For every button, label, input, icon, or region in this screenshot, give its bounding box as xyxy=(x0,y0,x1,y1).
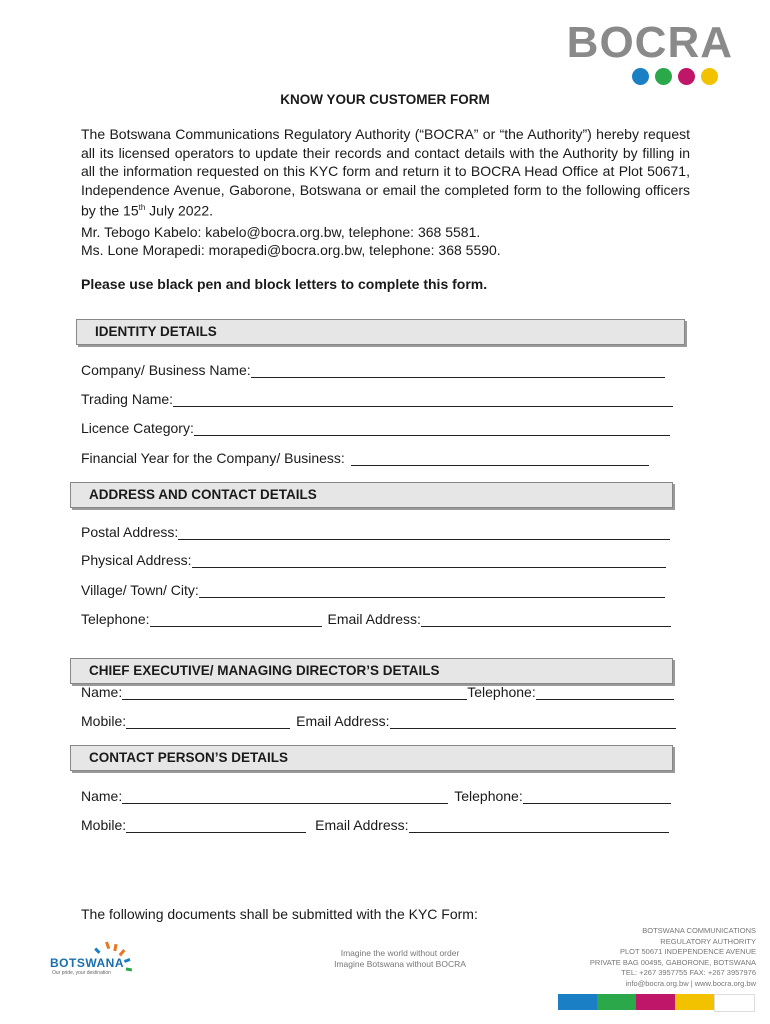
financial-year-row xyxy=(81,450,649,466)
financial-year-label: Financial Year for the Company/ Business: xyxy=(81,450,345,466)
footer-web: info@bocra.org.bw | www.bocra.org.bw xyxy=(625,978,756,988)
village-row xyxy=(81,582,665,598)
botswana-tagline: Our pride, your destination xyxy=(52,970,111,976)
contact-mobile-label: Mobile: xyxy=(81,817,127,833)
address-section-header xyxy=(70,482,673,508)
company-name-label: Company/ Business Name: xyxy=(81,362,251,378)
footer-address xyxy=(590,926,756,989)
ceo-section-header xyxy=(70,658,673,684)
physical-address-row xyxy=(81,552,666,568)
contact-name-field[interactable] xyxy=(122,789,448,804)
ceo-mobile-row xyxy=(81,713,676,729)
logo-dot-yellow xyxy=(701,68,718,85)
email-label: Email Address: xyxy=(327,611,421,627)
email-field[interactable] xyxy=(421,612,671,627)
trading-name-row xyxy=(81,391,673,407)
village-label: Village/ Town/ City: xyxy=(81,582,199,598)
bocra-logo: BOCRA xyxy=(566,18,733,67)
telephone-label: Telephone: xyxy=(81,611,150,627)
documents-note: The following documents shall be submitted with the KYC Form: xyxy=(81,906,478,922)
logo-dot-blue xyxy=(632,68,649,85)
slogan-line-1: Imagine the world without order xyxy=(340,948,460,958)
bar-segment-blue xyxy=(558,994,597,1010)
botswana-brand-logo xyxy=(48,940,158,985)
company-name-field[interactable] xyxy=(251,363,665,378)
contact-telephone-label: Telephone: xyxy=(454,788,523,804)
contact-name-row xyxy=(81,788,671,804)
postal-address-label: Postal Address: xyxy=(81,524,179,540)
form-title: KNOW YOUR CUSTOMER FORM xyxy=(280,92,490,107)
contact-name-label: Name: xyxy=(81,788,123,804)
botswana-logo-text: BOTSWANA xyxy=(50,956,124,970)
logo-dot-magenta xyxy=(678,68,695,85)
financial-year-field[interactable] xyxy=(351,451,649,466)
telephone-field[interactable] xyxy=(150,612,322,627)
intro-superscript: th xyxy=(138,203,146,212)
postal-address-row xyxy=(81,524,670,540)
ceo-mobile-label: Mobile: xyxy=(81,713,127,729)
footer-addr-1: PLOT 50671 INDEPENDENCE AVENUE xyxy=(619,947,756,956)
bar-segment-green xyxy=(597,994,636,1010)
bar-segment-white xyxy=(714,994,755,1012)
contact-officer-2: Ms. Lone Morapedi: morapedi@bocra.org.bw, telephone: 368 5590. xyxy=(81,242,501,258)
company-name-row xyxy=(81,362,665,378)
ceo-name-field[interactable] xyxy=(122,685,467,700)
ceo-telephone-label: Telephone: xyxy=(467,684,536,700)
footer-addr-2: PRIVATE BAG 00495, GABORONE, BOTSWANA xyxy=(589,957,756,967)
address-heading: ADDRESS AND CONTACT DETAILS xyxy=(89,487,317,502)
contact-email-label: Email Address: xyxy=(315,817,409,833)
ceo-name-label: Name: xyxy=(81,684,123,700)
contact-officer-1: Mr. Tebogo Kabelo: kabelo@bocra.org.bw, telephone: 368 5581. xyxy=(81,224,481,240)
identity-section-header xyxy=(76,319,685,345)
footer-tel: TEL: +267 3957755 FAX: +267 3957976 xyxy=(621,968,756,977)
trading-name-label: Trading Name: xyxy=(81,391,174,407)
contact-person-section-header xyxy=(70,745,673,771)
intro-paragraph xyxy=(81,125,690,220)
contact-telephone-field[interactable] xyxy=(523,789,671,804)
village-field[interactable] xyxy=(199,583,665,598)
footer-color-bar xyxy=(558,994,755,1010)
bar-segment-yellow xyxy=(675,994,714,1010)
contact-email-field[interactable] xyxy=(409,818,669,833)
bocra-logo-dots xyxy=(632,68,718,85)
physical-address-label: Physical Address: xyxy=(81,552,192,568)
licence-category-label: Licence Category: xyxy=(81,420,194,436)
footer-slogan xyxy=(300,948,500,970)
ceo-email-field[interactable] xyxy=(390,714,676,729)
form-instruction: Please use black pen and block letters to complete this form. xyxy=(81,276,488,292)
contact-mobile-row xyxy=(81,817,669,833)
physical-address-field[interactable] xyxy=(192,553,666,568)
identity-heading: IDENTITY DETAILS xyxy=(95,324,217,339)
intro-text: The Botswana Communications Regulatory Authority (“BOCRA” or “the Authority”) hereby request all its licensed operators to update their records and contact details with the Authority by filling in all the information requested on this KYC form and return it to BOCRA Head Office at Plot 50671, Independence Avenue, Gaborone, Botswana or email the completed form to the following officers by the 15 xyxy=(81,126,690,219)
ceo-email-label: Email Address: xyxy=(296,713,390,729)
telephone-email-row xyxy=(81,611,671,627)
footer-org-2: REGULATORY AUTHORITY xyxy=(660,936,756,946)
trading-name-field[interactable] xyxy=(173,392,673,407)
ceo-mobile-field[interactable] xyxy=(126,714,290,729)
logo-dot-green xyxy=(655,68,672,85)
footer-org-1: BOTSWANA COMMUNICATIONS xyxy=(642,926,756,935)
slogan-line-2: Imagine Botswana without BOCRA xyxy=(334,959,466,969)
ceo-name-row xyxy=(81,684,674,700)
licence-category-row xyxy=(81,420,670,436)
ceo-heading: CHIEF EXECUTIVE/ MANAGING DIRECTOR’S DETAILS xyxy=(89,663,440,678)
ceo-telephone-field[interactable] xyxy=(536,685,674,700)
bar-segment-magenta xyxy=(636,994,675,1010)
licence-category-field[interactable] xyxy=(194,421,670,436)
contact-mobile-field[interactable] xyxy=(126,818,306,833)
contact-person-heading: CONTACT PERSON’S DETAILS xyxy=(89,750,289,765)
postal-address-field[interactable] xyxy=(178,525,670,540)
intro-text-end: July 2022. xyxy=(145,202,213,219)
